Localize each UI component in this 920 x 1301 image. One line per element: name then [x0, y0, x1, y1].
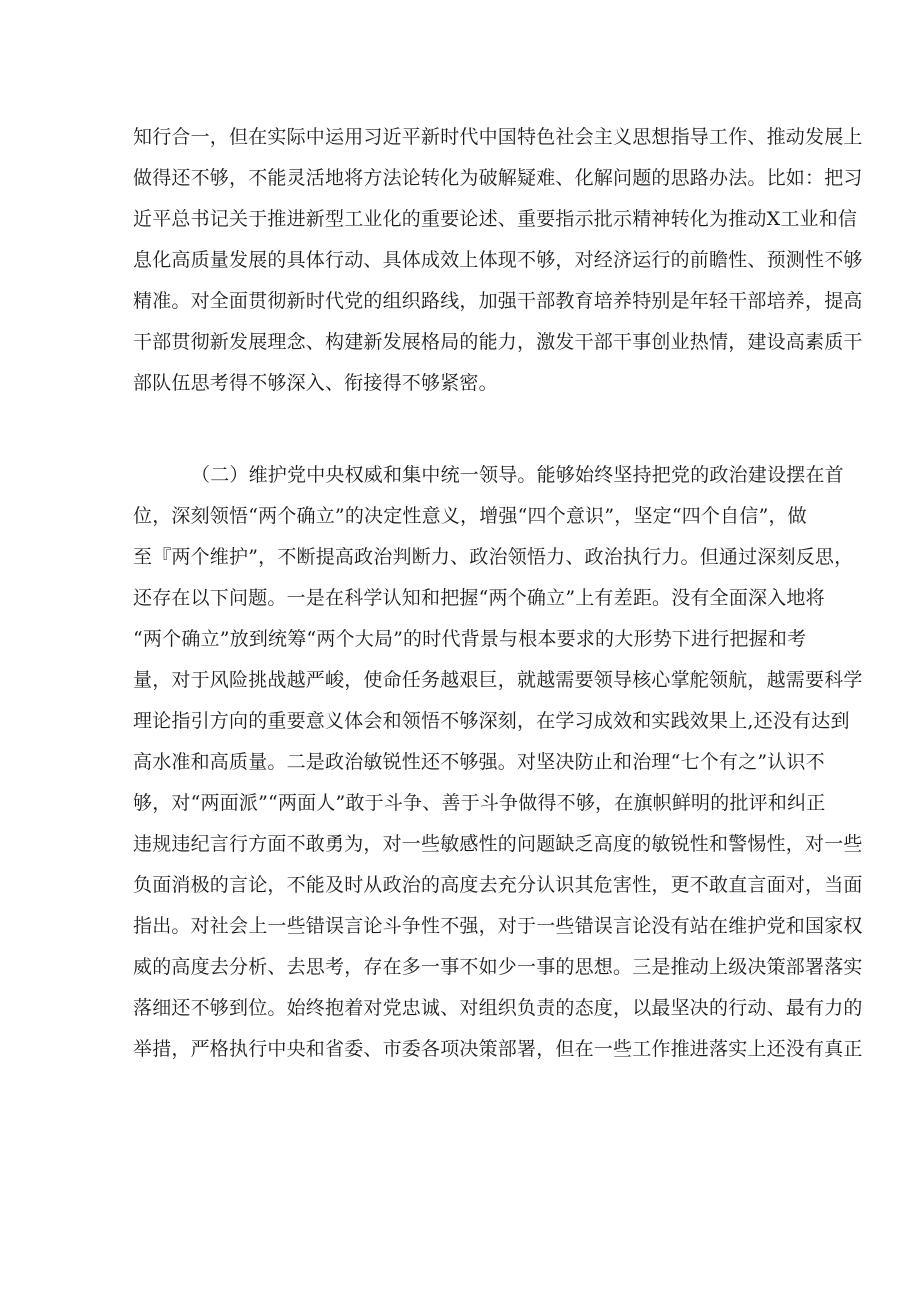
text-line: 还存在以下问题。一是在科学认知和把握“两个确立”上有差距。没有全面深入地将 — [133, 587, 825, 609]
text-line: 落细还不够到位。始终抱着对党忠诚、对组织负责的态度，以最坚决的行动、最有力的 — [133, 997, 863, 1019]
text-line: 做得还不够，不能灵活地将方法论转化为破解疑难、化解问题的思路办法。比如：把习 — [133, 167, 863, 189]
text-line: 至『两个维护”，不断提高政治判断力、政治领悟力、政治执行力。但通过深刻反思， — [133, 546, 854, 568]
text-line: “两个确立”放到统筹“两个大局”的时代背景与根本要求的大形势下进行把握和考 — [133, 628, 807, 650]
text-line: 知行合一，但在实际中运用习近平新时代中国特色社会主义思想指导工作、推动发展上 — [133, 126, 863, 148]
text-line: 理论指引方向的重要意义体会和领悟不够深刻，在学习成效和实践效果上,还没有达到 — [133, 710, 850, 732]
text-line: 量，对于风险挑战越严峻，使命任务越艰巨，就越需要领导核心掌舵领航，越需要科学 — [133, 669, 863, 691]
text-line: 够，对“两面派”“两面人”敢于斗争、善于斗争做得不够，在旗帜鲜明的批评和纠正 — [133, 792, 826, 814]
text-line: 息化高质量发展的具体行动、具体成效上体现不够，对经济运行的前瞻性、预测性不够 — [133, 249, 863, 271]
text-line: 违规违纪言行方面不敢勇为，对一些敏感性的问题缺乏高度的敏锐性和警惕性，对一些 — [133, 833, 863, 855]
paragraph-1 — [133, 117, 863, 404]
text-line: 干部贯彻新发展理念、构建新发展格局的能力，激发干部干事创业热情，建设高素质干 — [133, 331, 863, 353]
text-line: 精准。对全面贯彻新时代党的组织路线，加强干部教育培养特别是年轻干部培养，提高 — [133, 290, 863, 312]
text-line: 近平总书记关于推进新型工业化的重要论述、重要指示批示精神转化为推动X工业和信 — [133, 208, 858, 230]
paragraph-2 — [133, 455, 863, 1070]
text-line: 位，深刻领悟“两个确立”的决定性意义，增强“四个意识”，坚定“四个自信”，做 — [133, 505, 807, 527]
text-line: 指出。对社会上一些错误言论斗争性不强，对于一些错误言论没有站在维护党和国家权 — [133, 915, 863, 937]
text-line: 负面消极的言论，不能及时从政治的高度去充分认识其危害性，更不敢直言面对，当面 — [133, 874, 863, 896]
text-line: 部队伍思考得不够深入、衔接得不够紧密。 — [133, 372, 498, 394]
text-line: 举措，严格执行中央和省委、市委各项决策部署，但在一些工作推进落实上还没有真正 — [133, 1038, 863, 1060]
text-line: 高水准和高质量。二是政治敏锐性还不够强。对坚决防止和治理“七个有之”认识不 — [133, 751, 825, 773]
text-line: 威的高度去分析、去思考，存在多一事不如少一事的思想。三是推动上级决策部署落实 — [133, 956, 863, 978]
section-heading-line: （二）维护党中央权威和集中统一领导。能够始终坚持把党的政治建设摆在首 — [191, 464, 844, 486]
